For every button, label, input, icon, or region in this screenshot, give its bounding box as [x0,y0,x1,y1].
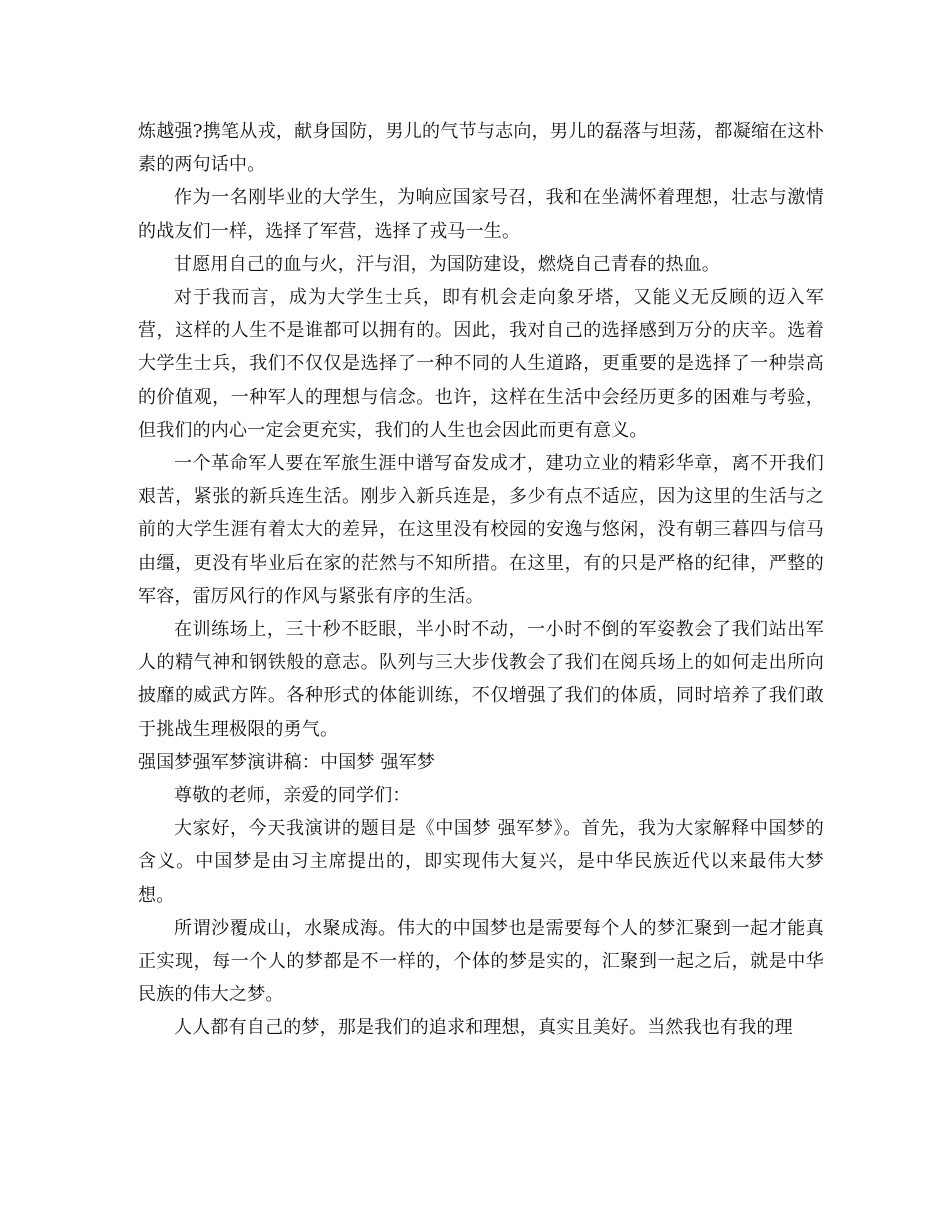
paragraph-5: 一个革命军人要在军旅生涯中谱写奋发成才，建功立业的精彩华章，离不开我们艰苦，紧张的新兵连生活。刚步入新兵连是，多少有点不适应，因为这里的生活与之前的大学生涯有着太大的差异，在这里没有校园的安逸与悠闲，没有朝三暮四与信马由缰，更没有毕业后在家的茫然与不知所措。在这里，有的只是严格的纪律，严整的军容，雷厉风行的作风与紧张有序的生活。 [138,453,824,607]
paragraph-3: 甘愿用自己的血与火，汗与泪，为国防建设，燃烧自己青春的热血。 [174,253,720,275]
paragraph-8: 大家好，今天我演讲的题目是《中国梦 强军梦》。首先，我为大家解释中国梦的含义。中国梦是由习主席提出的，即实现伟大复兴，是中华民族近代以来最伟大梦想。 [138,818,824,906]
paragraph-10: 人人都有自己的梦，那是我们的追求和理想，真实且美好。当然我也有我的理 [174,1017,793,1039]
paragraph-salutation: 尊敬的老师，亲爱的同学们： [174,785,411,807]
paragraph-2: 作为一名刚毕业的大学生，为响应国家号召，我和在坐满怀着理想，壮志与激情的战友们一样，选择了军营，选择了戎马一生。 [138,187,824,242]
paragraph-4: 对于我而言，成为大学生士兵，即有机会走向象牙塔，又能义无反顾的迈入军营，这样的人生不是谁都可以拥有的。因此，我对自己的选择感到万分的庆辛。选着大学生士兵，我们不仅仅是选择了一种不同的人生道路，更重要的是选择了一种崇高的价值观，一种军人的理想与信念。也许，这样在生活中会经历更多的困难与考验，但我们的内心一定会更充实，我们的人生也会因此而更有意义。 [138,287,824,441]
paragraph-1: 炼越强?携笔从戎，献身国防，男儿的气节与志向，男儿的磊落与坦荡，都凝缩在这朴素的两句话中。 [138,121,824,176]
section-heading: 强国梦强军梦演讲稿：中国梦 强军梦 [138,751,436,773]
document-page [138,115,824,1045]
paragraph-6: 在训练场上，三十秒不眨眼，半小时不动，一小时不倒的军姿教会了我们站出军人的精气神和钢铁般的意志。队列与三大步伐教会了我们在阅兵场上的如何走出所向披靡的威武方阵。各种形式的体能训练，不仅增强了我们的体质，同时培养了我们敢于挑战生理极限的勇气。 [138,619,824,740]
paragraph-9: 所谓沙覆成山，水聚成海。伟大的中国梦也是需要每个人的梦汇聚到一起才能真正实现，每一个人的梦都是不一样的，个体的梦是实的，汇聚到一起之后，就是中华民族的伟大之梦。 [138,917,824,1006]
